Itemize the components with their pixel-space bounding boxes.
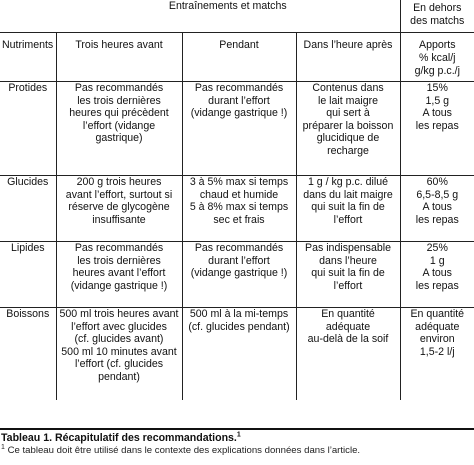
cell-line: qui suit la fin de [311, 267, 385, 280]
cell-line: Pas recommandés [74, 82, 164, 94]
group-header-row [0, 0, 474, 33]
cell-line: sec et frais [213, 213, 265, 226]
cell-line: 500 ml trois heures avant [59, 308, 179, 320]
row-label: Protides [8, 82, 48, 94]
cell-line: En quantité [410, 308, 465, 320]
cell-line: au-delà de la soif [307, 333, 389, 346]
cell-line: En quantité adéquate [321, 308, 375, 333]
table-row-glucides [0, 176, 474, 242]
cell-line: recharge [327, 144, 369, 157]
cell-line: heures avant l’effort [72, 267, 166, 280]
cell-line: (vidange gastrique !) [190, 267, 288, 280]
cell-line: (cf. glucides avant) [74, 333, 164, 346]
cell-line: 1 g [429, 254, 445, 267]
column-header-row [0, 33, 474, 82]
row-label: Lipides [10, 242, 45, 254]
table-row-boissons [0, 308, 474, 400]
cell-line: 500 ml à la mi-temps [189, 308, 289, 320]
empty-corner [0, 0, 56, 33]
cell-line: dans du lait maigre [303, 188, 393, 201]
cell-during [182, 82, 296, 176]
cell-line: gastrique) [95, 132, 143, 145]
caption-footnote-mark: 1 [236, 431, 241, 439]
footnote-text: Ce tableau doit être utilisé dans le contexte des explications données dans l’article. [7, 445, 361, 456]
cell-line: préparer la boisson [302, 119, 394, 132]
cell-line: 1 g / kg p.c. dilué [307, 176, 389, 188]
cell-line: l’effort avec glucides [71, 320, 167, 333]
cell-line: l’effort (vidange [82, 119, 156, 132]
cell-before [56, 308, 182, 400]
cell-line: adéquate [415, 320, 460, 333]
table-caption [0, 428, 474, 457]
cell-line: l’effort (cf. glucides [74, 358, 164, 371]
col-after: Dans l’heure après [296, 33, 400, 82]
cell-line: chaud et humide [199, 188, 279, 201]
caption-footnote [0, 445, 474, 457]
col-during: Pendant [182, 33, 296, 82]
cell-before [56, 242, 182, 308]
cell-line: environ [419, 333, 455, 346]
footnote-mark: 1 [1, 443, 5, 451]
cell-line: Pas indispensable [305, 242, 391, 254]
cell-line: les repas [415, 213, 459, 226]
cell-apports [400, 82, 474, 176]
col-before: Trois heures avant [56, 33, 182, 82]
cell-line: Pas recommandés [74, 242, 164, 254]
col-nutriments: Nutriments [2, 39, 54, 51]
col-apports [400, 33, 474, 82]
table-row-protides [0, 82, 474, 176]
apports-label-1: Apports [419, 39, 456, 51]
caption-title-text: Tableau 1. Récapitulatif des recommandations. [1, 432, 237, 444]
cell-line: A tous [422, 201, 452, 214]
cell-line: insuffisante [92, 213, 146, 226]
cell-during [182, 176, 296, 242]
cell-line: (vidange gastrique !) [190, 107, 288, 120]
cell-line: le lait maigre [317, 94, 379, 107]
cell-line: 1,5-2 l/j [419, 345, 455, 358]
cell-before [56, 176, 182, 242]
cell-line: dans l’heure [319, 254, 377, 267]
cell-line: A tous [422, 107, 452, 120]
cell-line: les repas [415, 119, 459, 132]
cell-line: qui sert à [326, 107, 370, 120]
cell-line: Pas recommandés [194, 82, 284, 94]
cell-line: les repas [415, 279, 459, 292]
cell-apports [400, 176, 474, 242]
cell-line: (vidange gastrique !) [70, 279, 168, 292]
cell-line: qui suit la fin de l’effort [311, 201, 385, 226]
caption-title [0, 432, 474, 445]
cell-line: 500 ml 10 minutes avant [61, 345, 177, 358]
cell-line: réserve de glycogène [68, 201, 170, 214]
table-row-lipides [0, 242, 474, 308]
cell-line: heures qui précèdent [69, 107, 169, 120]
cell-line: 3 à 5% max si temps [189, 176, 289, 188]
cell-before [56, 82, 182, 176]
cell-line: 60% [426, 176, 448, 188]
cell-line: 15% [426, 82, 448, 94]
cell-line: 6,5-8,5 g [416, 188, 459, 201]
cell-line: Pas recommandés [194, 242, 284, 254]
apports-label-3: g/kg p.c./j [414, 65, 460, 77]
cell-after [296, 82, 400, 176]
cell-line: Contenus dans [312, 82, 384, 94]
cell-line: pendant) [98, 370, 140, 383]
cell-line: 25% [426, 242, 448, 254]
group-header-training-matches: Entraînements et matchs [168, 0, 287, 12]
cell-after [296, 242, 400, 308]
cell-line: 5 à 8% max si temps [189, 201, 289, 214]
cell-line: 1,5 g [425, 94, 450, 107]
cell-line: les trois dernières [77, 94, 161, 107]
cell-line: avant l’effort, surtout si [65, 188, 173, 201]
cell-after [296, 308, 400, 400]
outside-matches-header [400, 0, 474, 33]
cell-apports [400, 242, 474, 308]
cell-line: (cf. glucides pendant) [188, 320, 290, 333]
cell-line: A tous [422, 267, 452, 280]
cell-line: 200 g trois heures [76, 176, 162, 188]
cell-line: durant l’effort [208, 94, 270, 107]
cell-during [182, 308, 296, 400]
cell-line: glucidique de [316, 132, 380, 145]
cell-during [182, 242, 296, 308]
row-label: Glucides [7, 176, 49, 188]
cell-line: les trois dernières [77, 254, 161, 267]
outside-label-2: des matchs [410, 15, 465, 27]
cell-line: durant l’effort [208, 254, 270, 267]
apports-label-2: % kcal/j [419, 52, 456, 64]
outside-label-1: En dehors [413, 2, 462, 14]
row-label: Boissons [6, 308, 50, 320]
cell-after [296, 176, 400, 242]
cell-line: l’effort [333, 279, 363, 292]
cell-apports [400, 308, 474, 400]
